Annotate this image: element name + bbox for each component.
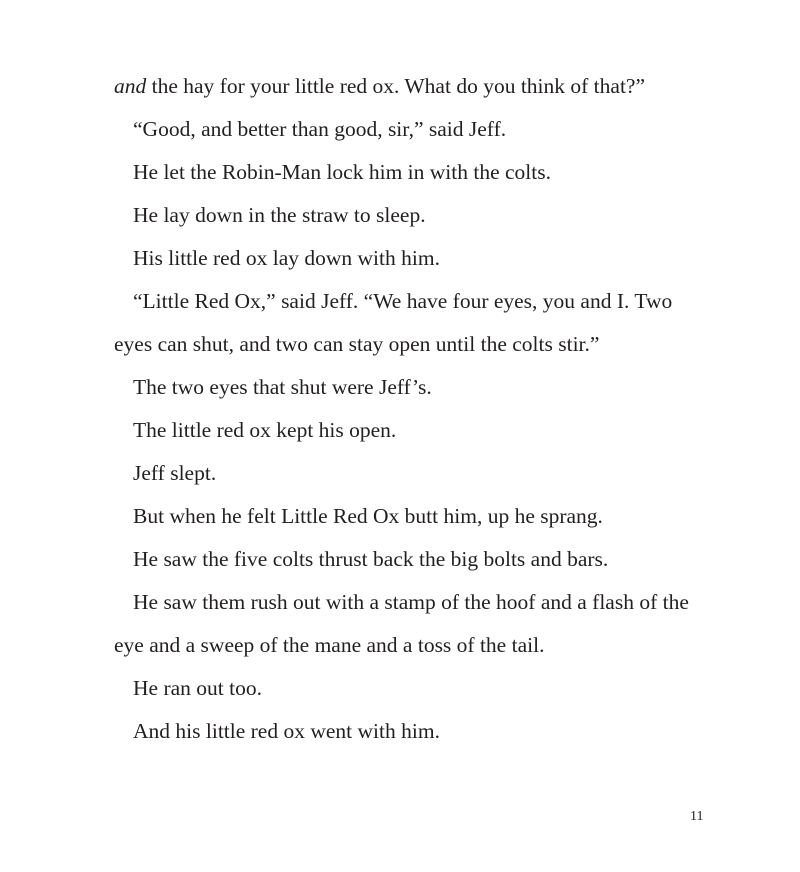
text-line: The two eyes that shut were Jeff’s. [133,375,432,399]
page-number: 11 [690,809,704,824]
story-text [114,65,714,753]
text-line: He lay down in the straw to sleep. [133,203,426,227]
text-line: But when he felt Little Red Ox butt him, up he sprang. [133,504,603,528]
line-text: the hay for your little red ox. What do you think of that?” [146,74,646,98]
italic-word: and [114,74,147,98]
text-line: He ran out too. [133,676,262,700]
text-line: The little red ox kept his open. [133,418,397,442]
text-line: He let the Robin-Man lock him in with the colts. [133,160,551,184]
text-line: He saw them rush out with a stamp of the hoof and a flash of the [133,590,689,614]
text-line: “Good, and better than good, sir,” said Jeff. [133,117,507,141]
text-line: Jeff slept. [133,461,217,485]
text-line: He saw the five colts thrust back the big bolts and bars. [133,547,609,571]
text-line [114,65,714,108]
text-line: “Little Red Ox,” said Jeff. “We have four eyes, you and I. Two [133,289,673,313]
text-line: eyes can shut, and two can stay open until the colts stir.” [114,332,600,356]
text-line: And his little red ox went with him. [133,719,440,743]
text-line: eye and a sweep of the mane and a toss of the tail. [114,633,545,657]
text-line: His little red ox lay down with him. [133,246,440,270]
